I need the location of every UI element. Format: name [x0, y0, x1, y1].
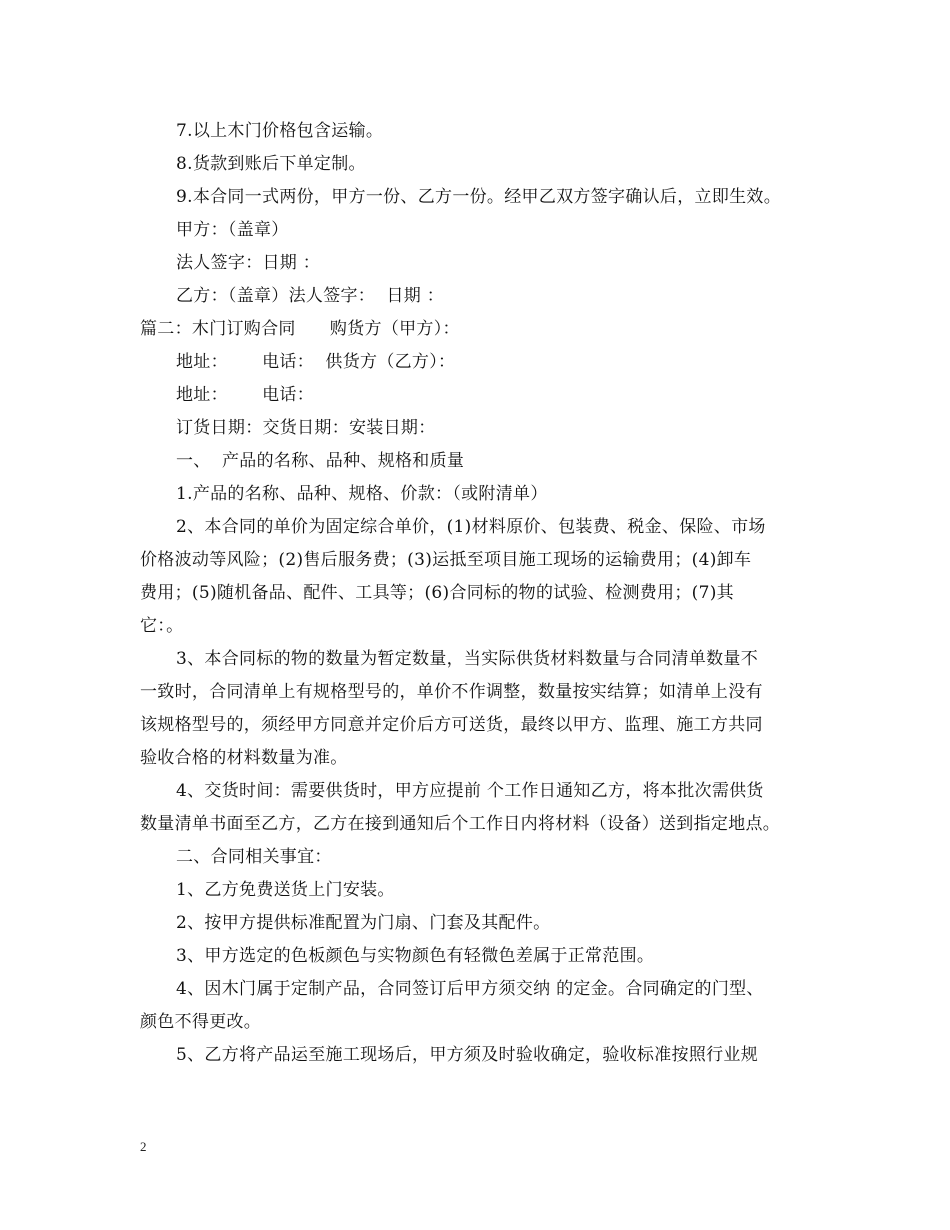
heading-product: 一、 产品的名称、品种、规格和质量 — [176, 451, 465, 471]
matter-1: 1、乙方免费送货上门安装。 — [176, 880, 395, 900]
paragraph-4-line-2: 数量清单书面至乙方，乙方在接到通知后个工作日内将材料（设备）送到指定地点。 — [140, 814, 781, 834]
paragraph-4-line-1: 4、交货时间：需要供货时，甲方应提前 个工作日通知乙方，将本批次需供货 — [176, 781, 764, 801]
party-a-seal: 甲方：（盖章） — [176, 220, 289, 240]
paragraph-3-line-1: 3、本合同标的物的数量为暂定数量，当实际供货材料数量与合同清单数量不 — [176, 649, 759, 669]
matter-4-line-1: 4、因木门属于定制产品，合同签订后甲方须交纳 的定金。合同确定的门型、 — [176, 979, 764, 999]
paragraph-2-line-4: 它：。 — [140, 616, 184, 636]
legal-signature-date: 法人签字：日期 ： — [176, 253, 321, 273]
matter-2: 2、按甲方提供标准配置为门扇、门套及其配件。 — [176, 913, 551, 933]
paragraph-2-line-2: 价格波动等风险；(2)售后服务费；(3)运抵至项目施工现场的运输费用；(4)卸车 — [140, 550, 752, 570]
buyer-address-phone: 地址： 电话： 供货方（乙方）： — [176, 352, 456, 372]
paragraph-2-line-1: 2、本合同的单价为固定综合单价，(1)材料原价、包装费、税金、保险、市场 — [176, 517, 766, 537]
matter-5-line-1: 5、乙方将产品运至施工现场后，甲方须及时验收确定，验收标准按照行业规 — [176, 1045, 759, 1065]
page-number: 2 — [140, 1139, 147, 1154]
clause-9: 9.本合同一式两份，甲方一份、乙方一份。经甲乙双方签字确认后，立即生效。 — [176, 187, 782, 207]
clause-7: 7.以上木门价格包含运输。 — [176, 121, 384, 141]
product-item-1: 1.产品的名称、品种、规格、价款：（或附清单） — [176, 484, 548, 504]
paragraph-3-line-4: 验收合格的材料数量为准。 — [140, 748, 348, 768]
section-two-title: 篇二：木门订购合同 购货方（甲方）： — [140, 319, 460, 339]
matter-3: 3、甲方选定的色板颜色与实物颜色有轻微色差属于正常范围。 — [176, 946, 655, 966]
heading-matters: 二、合同相关事宜： — [176, 847, 332, 867]
order-dates: 订货日期：交货日期：安装日期： — [176, 418, 436, 438]
paragraph-2-line-3: 费用；(5)随机备品、配件、工具等；(6)合同标的物的试验、检测费用；(7)其 — [140, 583, 734, 603]
supplier-address-phone: 地址： 电话： — [176, 385, 315, 405]
paragraph-3-line-2: 一致时，合同清单上有规格型号的，单价不作调整，数量按实结算；如清单上没有 — [140, 682, 763, 702]
party-b-seal-signature: 乙方：（盖章）法人签字： 日期 ： — [176, 286, 445, 306]
matter-4-line-2: 颜色不得更改。 — [140, 1012, 262, 1032]
clause-8: 8.货款到账后下单定制。 — [176, 154, 366, 174]
paragraph-3-line-3: 该规格型号的，须经甲方同意并定价后方可送货，最终以甲方、监理、施工方共同 — [140, 715, 763, 735]
